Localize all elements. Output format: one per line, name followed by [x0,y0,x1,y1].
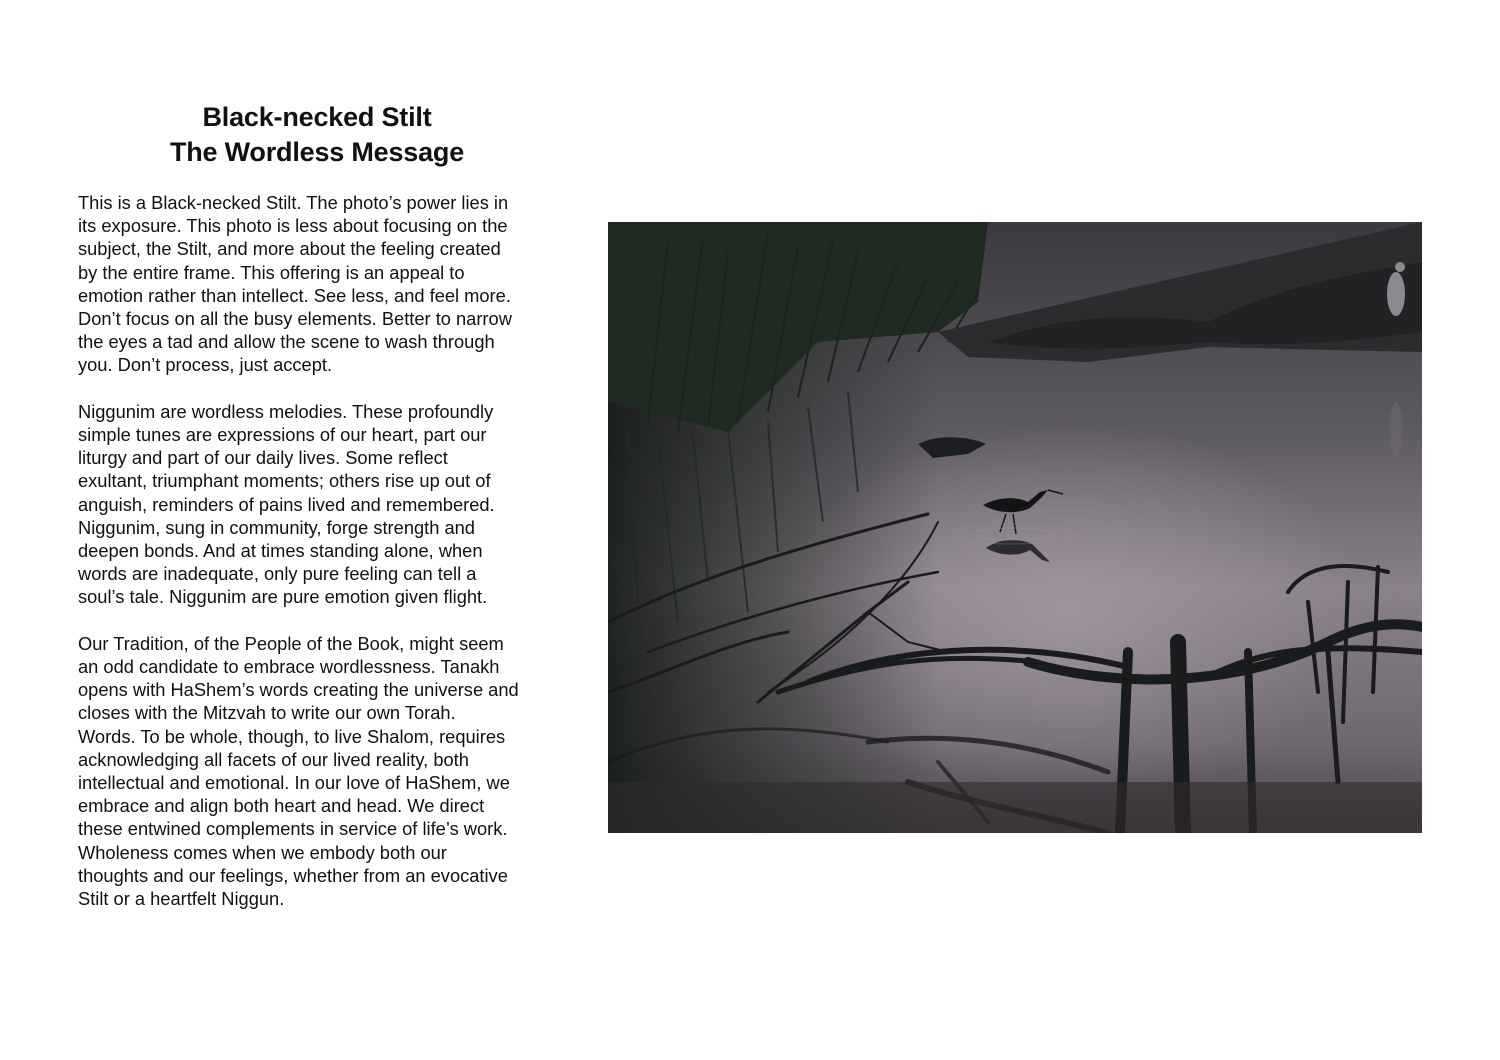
text-line: This is a Black-necked Stilt. The photo’s power lies in [78,192,509,213]
page-title [78,100,556,170]
text-line: deepen bonds. And at times standing alone, when [78,540,483,562]
text-line: opens with HaShem’s words creating the universe and [78,679,519,701]
text-line: Words. To be whole, though, to live Shalom, requires [78,725,506,747]
text-line: acknowledging all facets of our lived reality, both [78,748,469,770]
text-line: you. Don’t process, just accept. [78,354,333,376]
text-line: Niggunim are wordless melodies. These profoundly [78,400,494,422]
paragraph-1 [78,191,564,377]
text-line: Stilt or a heartfelt Niggun. [78,888,285,910]
text-line: Don’t focus on all the busy elements. Better to narrow [78,308,512,330]
text-line: emotion rather than intellect. See less, and feel more. [78,284,511,306]
text-line: Our Tradition, of the People of the Book, might seem [78,632,504,654]
text-line: these entwined complements in service of life’s work. [78,818,508,840]
text-line: the eyes a tad and allow the scene to wash through [78,331,495,353]
text-line: soul’s tale. Niggunim are pure emotion given flight. [78,586,488,608]
text-line: simple tunes are expressions of our heart, part our [78,424,487,446]
text-line: anguish, reminders of pains lived and remembered. [78,493,495,515]
text-line: closes with the Mitzvah to write our own Torah. [78,702,456,724]
text-line: words are inadequate, only pure feeling can tell a [78,563,477,585]
text-line: subject, the Stilt, and more about the feeling created [78,238,501,260]
text-line: thoughts and our feelings, whether from an evocative [78,864,508,886]
stilt-photo-illustration [608,222,1422,833]
text-line: exultant, triumphant moments; others rise up out of [78,470,491,492]
text-line: its exposure. This photo is less about focusing on the [78,215,508,237]
title-line-1: Black-necked Stilt [202,102,432,132]
article-body [78,191,564,910]
text-line: intellectual and emotional. In our love of HaShem, we [78,772,510,794]
text-line: Wholeness comes when we embody both our [78,841,447,863]
bottom-shadow [608,782,1422,833]
stilt-photo [608,222,1422,833]
text-line: embrace and align both heart and head. We direct [78,795,485,817]
paragraph-3 [78,632,564,910]
text-column [78,100,564,933]
text-line: Niggunim, sung in community, forge strength and [78,516,475,538]
text-line: liturgy and part of our daily lives. Some reflect [78,447,448,469]
title-line-2: The Wordless Message [169,137,465,167]
text-line: by the entire frame. This offering is an appeal to [78,261,465,283]
paragraph-2 [78,400,564,609]
text-line: an odd candidate to embrace wordlessness. Tanakh [78,656,500,678]
